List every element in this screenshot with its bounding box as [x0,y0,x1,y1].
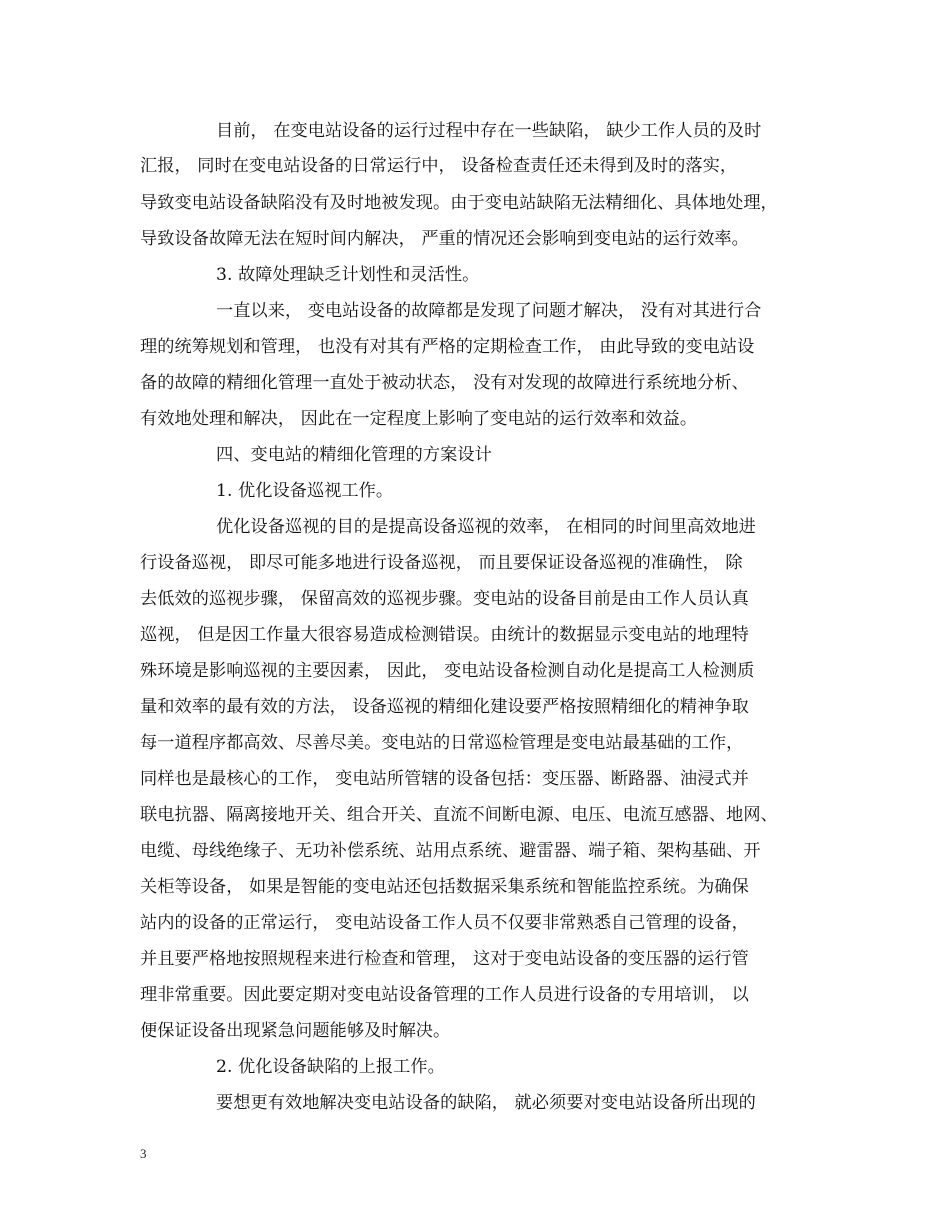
text-line: 殊环境是影响巡视的主要因素， 因此， 变电站设备检测自动化是提高工人检测质 [140,661,755,681]
text-line: 要想更有效地解决变电站设备的缺陷， 就必须要对变电站设备所出现的 [216,1093,756,1113]
text-line: 有效地处理和解决， 因此在一定程度上影响了变电站的运行效率和效益。 [140,409,698,429]
page-number: 3 [140,1146,147,1161]
text-line: 导致设备故障无法在短时间内解决， 严重的情况还会影响到变电站的运行效率。 [140,229,749,249]
text-line: 电缆、母线绝缘子、无功补偿系统、站用点系统、避雷器、端子箱、架构基础、开 [140,841,761,861]
list-heading: 2. 优化设备缺陷的上报工作。 [216,1057,445,1077]
text-line: 联电抗器、隔离接地开关、组合开关、直流不间断电源、电压、电流互感器、地网、 [140,805,778,825]
list-heading: 3. 故障处理缺乏计划性和灵活性。 [216,265,480,285]
text-line: 一直以来， 变电站设备的故障都是发现了问题才解决， 没有对其进行合 [216,301,762,321]
text-line: 理的统筹规划和管理， 也没有对其有严格的定期检查工作， 由此导致的变电站设 [140,337,755,357]
text-line: 汇报， 同时在变电站设备的日常运行中， 设备检查责任还未得到及时的落实， [140,156,738,176]
text-line: 导致变电站设备缺陷没有及时地被发现。由于变电站缺陷无法精细化、具体地处理， [140,193,778,213]
text-line: 备的故障的精细化管理一直处于被动状态， 没有对发现的故障进行系统地分析、 [140,373,749,393]
section-heading: 四、变电站的精细化管理的方案设计 [216,445,492,465]
text-line: 理非常重要。因此要定期对变电站设备管理的工作人员进行设备的专用培训， 以 [140,985,749,1005]
text-line: 量和效率的最有效的方法， 设备巡视的精细化建设要严格按照精细化的精神争取 [140,697,749,717]
text-line: 便保证设备出现紧急问题能够及时解决。 [140,1021,451,1041]
text-line: 巡视， 但是因工作量大很容易造成检测错误。由统计的数据显示变电站的地理特 [140,625,749,645]
text-line: 关柜等设备， 如果是智能的变电站还包括数据采集系统和智能监控系统。为确保 [140,877,749,897]
text-line: 优化设备巡视的目的是提高设备巡视的效率， 在相同的时间里高效地进 [216,517,756,537]
text-line: 每一道程序都高效、尽善尽美。变电站的日常巡检管理是变电站最基础的工作， [140,733,744,753]
text-line: 去低效的巡视步骤， 保留高效的巡视步骤。变电站的设备目前是由工作人员认真 [140,589,749,609]
text-line: 并且要严格地按照规程来进行检查和管理， 这对于变电站设备的变压器的运行管 [140,949,749,969]
text-line: 行设备巡视， 即尽可能多地进行设备巡视， 而且要保证设备巡视的准确性， 除 [140,553,743,573]
list-heading: 1. 优化设备巡视工作。 [216,481,394,501]
text-line: 同样也是最核心的工作， 变电站所管辖的设备包括：变压器、断路器、油浸式并 [140,769,749,789]
text-line: 目前， 在变电站设备的运行过程中存在一些缺陷， 缺少工作人员的及时 [216,121,762,141]
text-line: 站内的设备的正常运行， 变电站设备工作人员不仅要非常熟悉自己管理的设备， [140,913,749,933]
